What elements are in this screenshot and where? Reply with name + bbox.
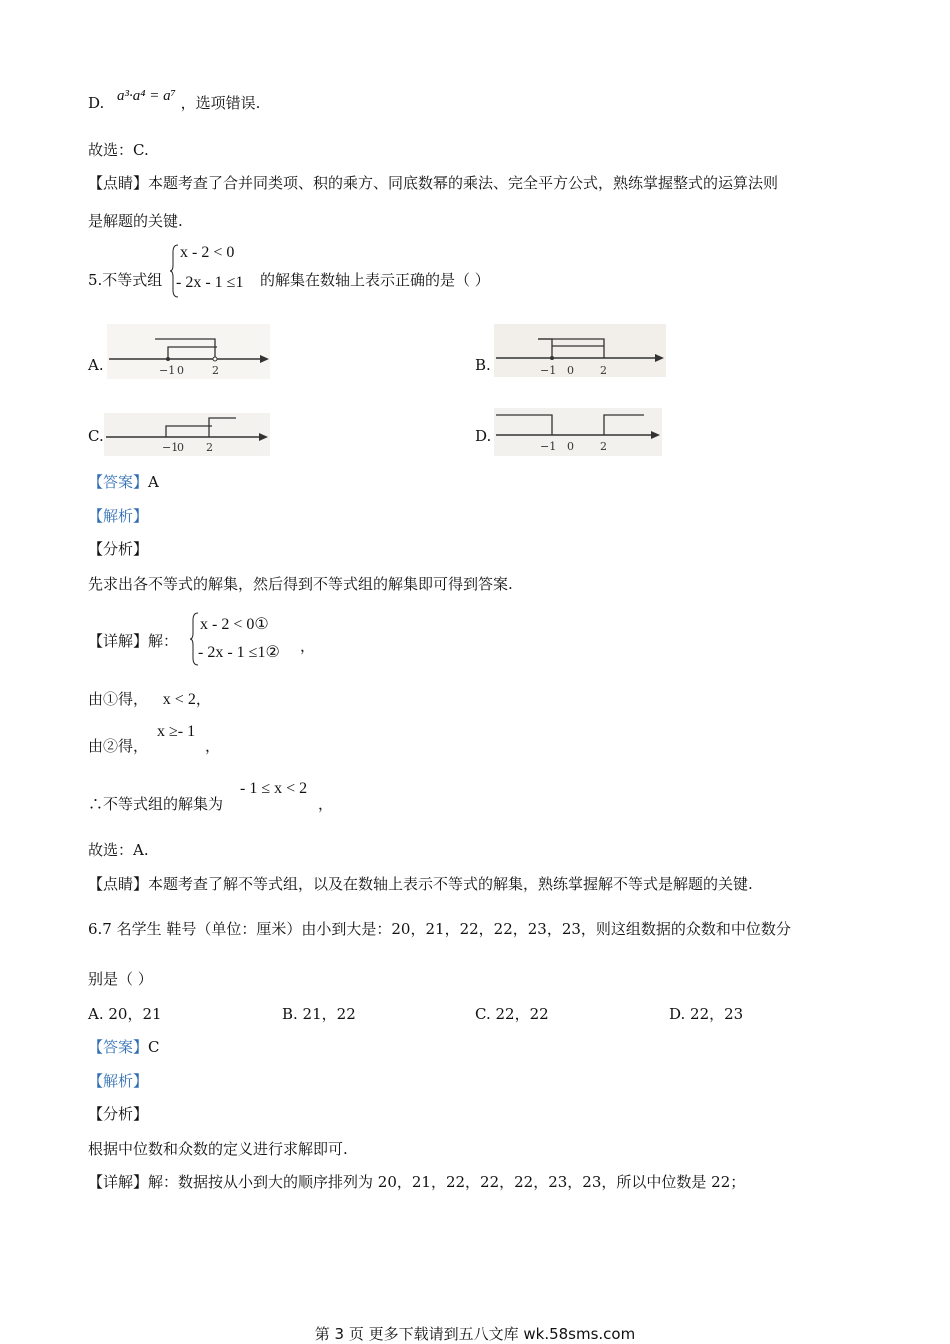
from2-math: x ≥- 1: [157, 723, 196, 740]
answer-value: A: [148, 473, 159, 491]
tick-label: −1: [162, 441, 179, 454]
d-text: ，选项错误.: [180, 94, 261, 112]
comment-text: 本题考查了解不等式组，以及在数轴上表示不等式的解集，熟练掌握解不等式是解题的关键.: [148, 875, 753, 893]
tick-label: 2: [212, 364, 219, 377]
tick-label: −1: [540, 440, 557, 453]
q6-fenxi: 【分析】: [88, 1105, 149, 1123]
tick-label: −1: [159, 364, 176, 377]
tick-label: −1: [540, 364, 557, 377]
comment-text: 本题考查了合并同类项、积的乘方、同底数幂的乘法、完全平方公式，熟练掌握整式的运算法则: [148, 174, 779, 192]
sys-line-1: x - 2 < 0: [180, 244, 235, 261]
number-line-b: [494, 324, 666, 377]
tick-label: 0: [567, 440, 574, 453]
q6-jiexi: 【解析】: [88, 1072, 149, 1090]
q5-jiexi: 【解析】: [88, 507, 149, 525]
option-label: D.: [88, 94, 105, 112]
answer-tag: 【答案】: [88, 1038, 149, 1056]
q4-choose: 故选：C.: [88, 141, 149, 159]
detail-tag: 【详解】: [88, 1173, 149, 1191]
from1-text: 由①得，: [88, 690, 149, 708]
therefore: ∴不等式组的解集为: [88, 795, 224, 813]
q5-detail-system: [190, 612, 310, 666]
q6-choice-a: A. 20，21: [88, 1005, 162, 1023]
option-c-label: C.: [88, 427, 104, 445]
q6-answer: [88, 1037, 160, 1057]
q4-comment: [88, 173, 778, 193]
q5-choose: 故选：A.: [88, 841, 149, 859]
tick-label: 2: [600, 364, 607, 377]
therefore-math: - 1 ≤ x < 2: [240, 780, 308, 797]
q4-comment-cont: 是解题的关键.: [88, 212, 183, 230]
from-1: [88, 689, 211, 710]
q5-answer: [88, 472, 159, 492]
from1-end: ，: [195, 690, 211, 708]
q5-stem-suffix: 的解集在数轴上表示正确的是（ ）: [260, 271, 490, 289]
sys-line-2: - 2x - 1 ≤1: [176, 274, 244, 291]
from-2: [88, 736, 148, 756]
tick-label: 0: [177, 364, 184, 377]
q6-choice-b: B. 21，22: [282, 1005, 356, 1023]
tick-label: 0: [567, 364, 574, 377]
comment-tag: 【点睛】: [88, 875, 149, 893]
detail-text: 解：数据按从小到大的顺序排列为 20，21，22，22，22，23，23，所以中位数是 22；: [148, 1173, 746, 1191]
tick-label: 0: [177, 441, 184, 454]
option-a-label: A.: [88, 356, 104, 374]
q6-detail: [88, 1172, 745, 1192]
q5-fenxi: 【分析】: [88, 540, 149, 558]
q6-choice-c: C. 22，22: [475, 1005, 549, 1023]
number-line-d: [494, 408, 662, 456]
detail-comma: ，: [300, 637, 316, 655]
q6-stem: 6.7 名学生 鞋号（单位：厘米）由小到大是：20，21，22，22，23，23，则这组数据的众数和中位数分: [88, 920, 791, 938]
from1-math: x < 2: [162, 691, 196, 708]
option-b-label: B.: [475, 356, 491, 374]
tick-label: 2: [600, 440, 607, 453]
q5-stem-prefix: 5.不等式组: [88, 271, 163, 289]
number-line-a: [107, 324, 270, 379]
from2-text: 由②得，: [88, 737, 149, 755]
tick-label: 2: [206, 441, 213, 454]
page-footer: 第 3 页 更多下载请到五八文库 wk.58sms.com: [314, 1325, 636, 1343]
therefore-end: ，: [318, 795, 334, 813]
q6-fenxi-text: 根据中位数和众数的定义进行求解即可.: [88, 1140, 348, 1158]
answer-value: C: [148, 1038, 160, 1056]
d-formula: a³·a⁴ = a⁷: [117, 88, 176, 104]
q5-detail: [88, 631, 178, 651]
number-line-c: [104, 413, 270, 456]
detail-sys-line-1: x - 2 < 0①: [200, 616, 269, 633]
comment-tag: 【点睛】: [88, 174, 149, 192]
q6-stem-cont: 别是（ ）: [88, 970, 153, 988]
detail-sys-line-2: - 2x - 1 ≤1②: [198, 644, 280, 661]
q5-comment: [88, 874, 753, 894]
answer-tag: 【答案】: [88, 473, 149, 491]
detail-tag: 【详解】: [88, 632, 149, 650]
q5-fenxi-text: 先求出各不等式的解集，然后得到不等式组的解集即可得到答案.: [88, 575, 513, 593]
detail-prefix: 解：: [148, 632, 179, 650]
q6-choice-d: D. 22，23: [669, 1005, 744, 1023]
option-d-label: D.: [475, 427, 492, 445]
q4-option-d: [88, 88, 261, 114]
from2-end: ，: [205, 737, 221, 755]
q5-inequality-system: [170, 244, 260, 298]
